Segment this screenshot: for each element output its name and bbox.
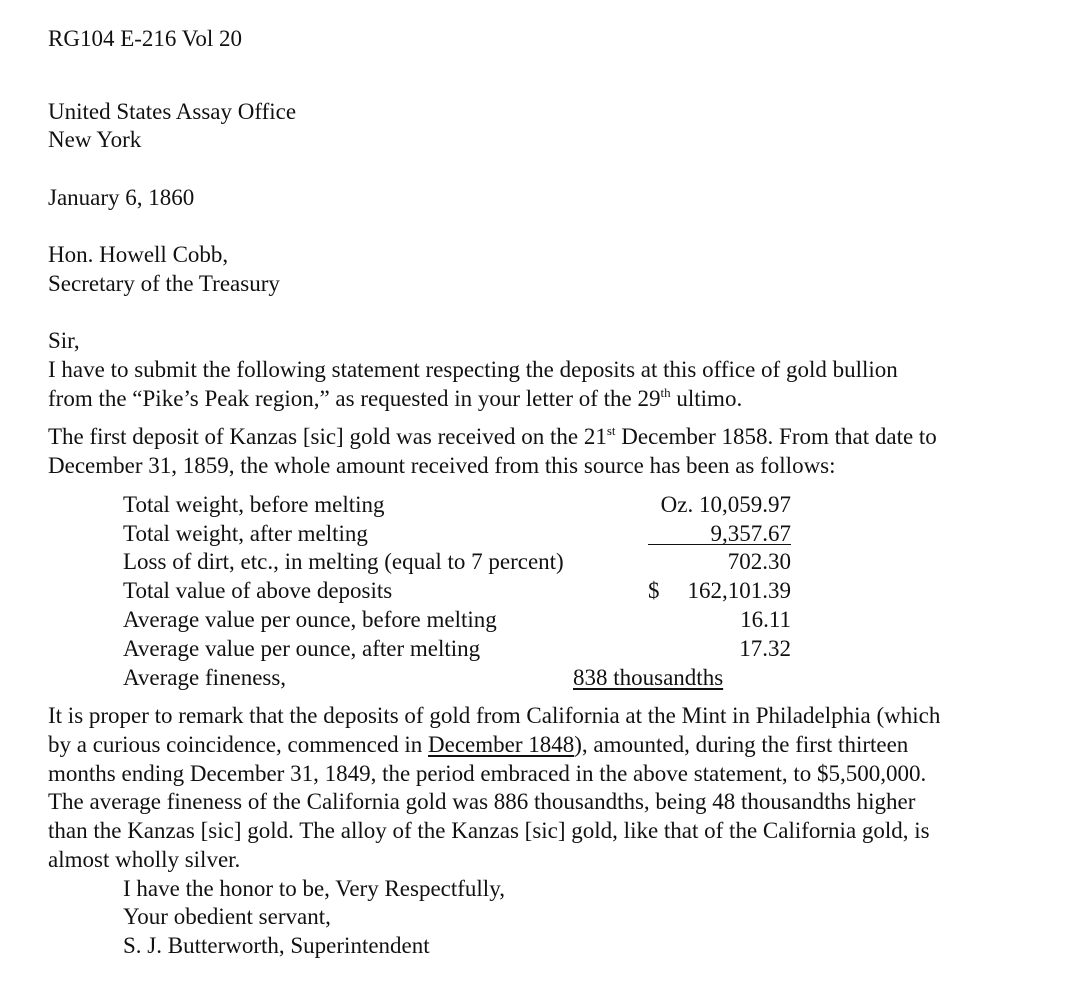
table-row-value: Oz. 10,059.97: [660, 492, 791, 517]
paragraph-1-text-a: from the “Pike’s Peak region,” as requested in your letter of the 29: [48, 386, 661, 411]
signature-name: S. J. Butterworth, Superintendent: [123, 933, 430, 958]
salutation: Sir,: [48, 328, 80, 353]
table-row-label: Total weight, before melting: [123, 492, 385, 517]
office-name: United States Assay Office: [48, 99, 297, 124]
subtotal-rule: [648, 544, 791, 545]
paragraph-3-line-2: [48, 731, 908, 760]
table-row-label: Loss of dirt, etc., in melting (equal to 7 percent): [123, 549, 564, 574]
paragraph-3-line-1: It is proper to remark that the deposits of gold from California at the Mint in Philadelphia (which: [48, 703, 941, 728]
complimentary-close: I have the honor to be, Very Respectfully,: [123, 876, 505, 901]
paragraph-3-line-6: almost wholly silver.: [48, 847, 241, 872]
letter-date: January 6, 1860: [48, 185, 195, 210]
table-row-label: Total value of above deposits: [123, 578, 393, 603]
currency-symbol: $: [648, 578, 660, 603]
paragraph-1-line-2: [48, 385, 742, 414]
underlined-date: December 1848: [428, 732, 575, 757]
table-row-label: Average fineness,: [123, 665, 287, 690]
table-row-value: 17.32: [739, 636, 791, 661]
paragraph-2-text-a: The first deposit of Kanzas [sic] gold was received on the 21: [48, 424, 607, 449]
paragraph-3-text-b: ), amounted, during the first thirteen: [574, 732, 909, 757]
table-row-value: 702.30: [727, 549, 791, 574]
table-row-value: 162,101.39: [687, 578, 791, 603]
paragraph-1-line-1: I have to submit the following statement respecting the deposits at this office of gold bullion: [48, 357, 898, 382]
paragraph-2-text-b: December 1858. From that date to: [615, 424, 937, 449]
recipient-title: Secretary of the Treasury: [48, 271, 280, 296]
paragraph-1-text-b: ultimo.: [670, 386, 743, 411]
table-row-value: 9,357.67: [710, 521, 791, 546]
closing-servant: Your obedient servant,: [123, 904, 331, 929]
table-row-label: Total weight, after melting: [123, 521, 368, 546]
table-row-label: Average value per ounce, before melting: [123, 607, 497, 632]
paragraph-3-line-4: The average fineness of the California gold was 886 thousandths, being 48 thousandths higher: [48, 789, 916, 814]
ordinal-suffix: st: [606, 423, 616, 438]
paragraph-3-line-3: months ending December 31, 1849, the period embraced in the above statement, to $5,500,000.: [48, 761, 927, 786]
table-row-value: 838 thousandths: [573, 665, 724, 690]
table-row-value: 16.11: [740, 607, 791, 632]
table-row-label: Average value per ounce, after melting: [123, 636, 481, 661]
paragraph-2-line-2: December 31, 1859, the whole amount received from this source has been as follows:: [48, 453, 836, 478]
archive-reference: RG104 E-216 Vol 20: [48, 26, 243, 51]
paragraph-3-text-a: by a curious coincidence, commenced in: [48, 732, 428, 757]
office-city: New York: [48, 127, 142, 152]
ordinal-suffix: th: [660, 385, 671, 400]
recipient-name: Hon. Howell Cobb,: [48, 242, 229, 267]
paragraph-3-line-5: than the Kanzas [sic] gold. The alloy of the Kanzas [sic] gold, like that of the California gold, is: [48, 818, 930, 843]
paragraph-2-line-1: [48, 423, 937, 452]
